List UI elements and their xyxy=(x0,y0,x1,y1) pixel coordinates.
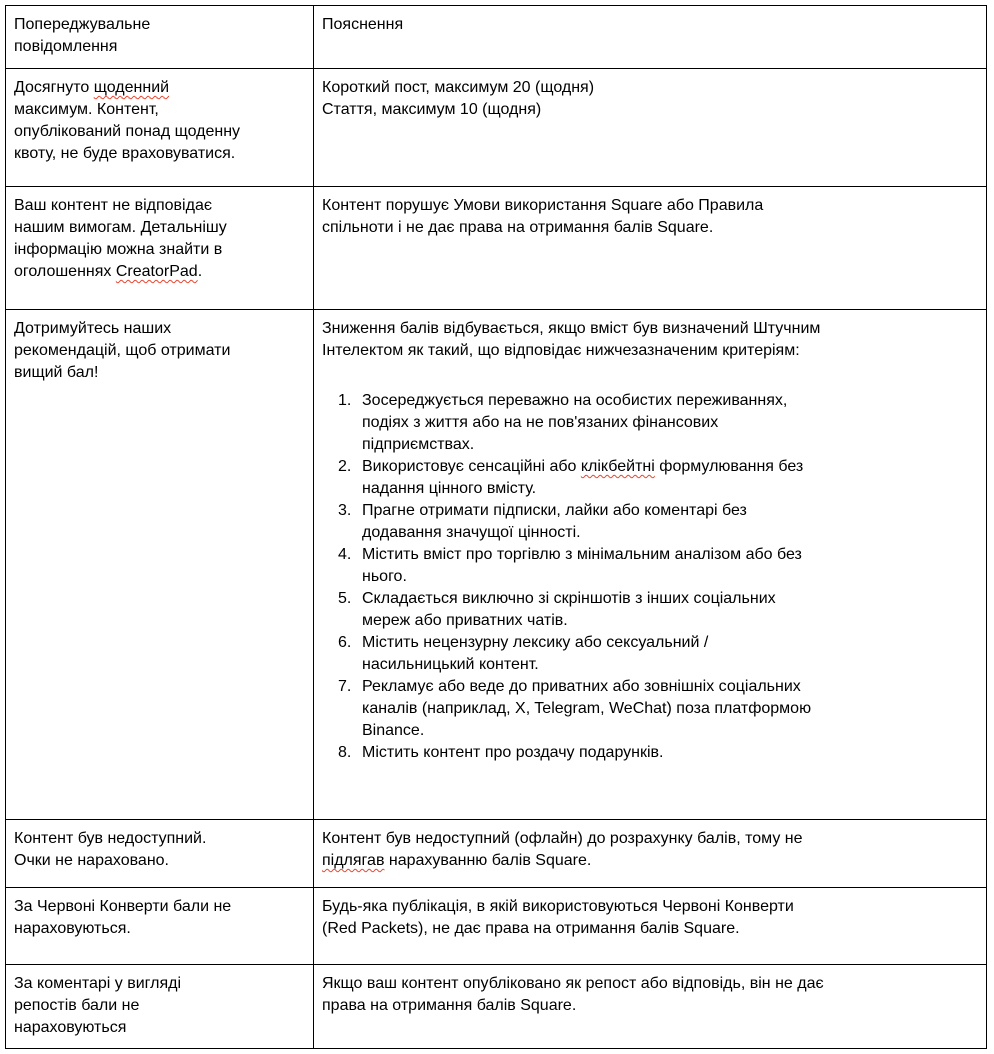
misspelled-word: підлягав xyxy=(322,852,385,869)
table-body xyxy=(6,6,987,1049)
explanation-cell xyxy=(314,820,987,888)
text-segment: Прагне отримати підписки, лайки або коментарі без xyxy=(362,502,747,519)
text-segment: Містить нецензурну лексику або сексуальний / xyxy=(362,634,709,651)
text-segment: Використовує сенсаційні або xyxy=(362,458,581,475)
text-segment: Пояснення xyxy=(322,16,404,33)
text-line xyxy=(14,850,303,872)
table-row xyxy=(6,69,987,187)
explanation-cell xyxy=(314,310,987,820)
explanation-cell xyxy=(314,187,987,310)
text-line xyxy=(322,217,976,239)
warning-cell xyxy=(6,820,314,888)
text-segment: Містить вміст про торгівлю з мінімальним аналізом або без xyxy=(362,546,802,563)
warning-cell xyxy=(6,187,314,310)
text-segment: репостів бали не xyxy=(14,997,140,1014)
text-line xyxy=(14,995,303,1017)
list-item-text xyxy=(362,544,976,588)
text-segment: Попереджувальне xyxy=(14,16,151,33)
text-segment: права на отримання балів Square. xyxy=(322,997,577,1014)
list-item xyxy=(338,632,976,676)
text-line xyxy=(362,544,976,566)
text-segment: Контент порушує Умови використання Square або Правила xyxy=(322,197,764,214)
text-segment: Зосереджується переважно на особистих переживаннях, xyxy=(362,392,788,409)
text-segment: Якщо ваш контент опубліковано як репост або відповідь, він не дає xyxy=(322,975,824,992)
text-segment: насильницький контент. xyxy=(362,656,539,673)
list-item xyxy=(338,390,976,456)
warning-cell xyxy=(6,69,314,187)
text-line xyxy=(362,698,976,720)
warnings-table xyxy=(5,5,987,1049)
text-line xyxy=(362,588,976,610)
text-line xyxy=(322,995,976,1017)
warning-cell xyxy=(6,965,314,1049)
text-segment: Досягнуто xyxy=(14,79,94,96)
text-line xyxy=(14,1017,303,1039)
text-segment: нашим вимогам. Детальнішу xyxy=(14,219,227,236)
list-item xyxy=(338,544,976,588)
list-item xyxy=(338,500,976,544)
text-segment: інформацію можна знайти в xyxy=(14,241,223,258)
list-item-text xyxy=(362,456,976,500)
text-line xyxy=(14,239,303,261)
text-line xyxy=(14,973,303,995)
text-line xyxy=(322,828,976,850)
list-item xyxy=(338,742,976,764)
text-line xyxy=(362,676,976,698)
text-line xyxy=(322,850,976,872)
text-segment: Містить контент про роздачу подарунків. xyxy=(362,744,664,761)
warning-cell xyxy=(6,310,314,820)
text-line xyxy=(14,318,303,340)
explanation-cell xyxy=(314,965,987,1049)
table-row xyxy=(6,820,987,888)
list-item-text xyxy=(362,742,976,764)
text-segment: Інтелектом як такий, що відповідає нижчезазначеним критеріям: xyxy=(322,342,800,359)
text-line xyxy=(14,143,303,165)
text-segment: За коментарі у вигляді xyxy=(14,975,182,992)
text-line xyxy=(14,340,303,362)
text-line xyxy=(14,896,303,918)
text-segment: Очки не нараховано. xyxy=(14,852,169,869)
text-segment: опублікований понад щоденну xyxy=(14,123,241,140)
text-line xyxy=(322,195,976,217)
text-segment: мереж або приватних чатів. xyxy=(362,612,568,629)
text-segment: Ваш контент не відповідає xyxy=(14,197,213,214)
text-line xyxy=(362,654,976,676)
list-number: 6. xyxy=(338,634,352,651)
text-line xyxy=(362,412,976,434)
text-segment: подіях з життя або на не пов'язаних фінансових xyxy=(362,414,719,431)
text-segment: спільноти і не дає права на отримання балів Square. xyxy=(322,219,714,236)
text-line xyxy=(14,828,303,850)
text-line xyxy=(322,99,976,121)
text-segment: Рекламує або веде до приватних або зовнішніх соціальних xyxy=(362,678,801,695)
list-number: 8. xyxy=(338,744,352,761)
list-item-text xyxy=(362,390,976,456)
table-row xyxy=(6,888,987,965)
text-segment: Будь-яка публікація, в якій використовуються Червоні Конверти xyxy=(322,898,794,915)
text-line xyxy=(14,121,303,143)
text-segment: рекомендацій, щоб отримати xyxy=(14,342,231,359)
list-number: 1. xyxy=(338,392,352,409)
text-line xyxy=(14,217,303,239)
text-line xyxy=(362,522,976,544)
text-line xyxy=(14,918,303,940)
text-segment: оголошеннях xyxy=(14,263,116,280)
text-segment: вищий бал! xyxy=(14,364,99,381)
explanation-cell xyxy=(314,888,987,965)
misspelled-word: клікбейтні xyxy=(580,458,655,475)
misspelled-word: CreatorPad xyxy=(115,263,198,280)
text-segment: . xyxy=(197,263,203,280)
text-segment: Зниження балів відбувається, якщо вміст був визначений Штучним xyxy=(322,320,821,337)
warning-header-cell xyxy=(6,6,314,69)
list-item-text xyxy=(362,632,976,676)
numbered-list xyxy=(322,390,976,764)
text-line xyxy=(362,742,976,764)
explanation-header-cell xyxy=(314,6,987,69)
text-segment: каналів (наприклад, X, Telegram, WeChat) поза платформою xyxy=(362,700,812,717)
text-line xyxy=(322,896,976,918)
text-line xyxy=(322,77,976,99)
text-line xyxy=(14,99,303,121)
list-item xyxy=(338,588,976,632)
list-number: 3. xyxy=(338,502,352,519)
text-segment: підприємствах. xyxy=(362,436,475,453)
header-row xyxy=(6,6,987,69)
text-segment: Дотримуйтесь наших xyxy=(14,320,172,337)
list-item-text xyxy=(362,588,976,632)
text-segment: (Red Packets), не дає права на отримання балів Square. xyxy=(322,920,740,937)
text-segment: нараховуються xyxy=(14,1019,127,1036)
text-line xyxy=(322,918,976,940)
text-line xyxy=(14,36,303,58)
text-segment: Binance. xyxy=(362,722,425,739)
text-segment: За Червоні Конверти бали не xyxy=(14,898,232,915)
text-line xyxy=(14,14,303,36)
text-segment: квоту, не буде враховуватися. xyxy=(14,145,236,162)
text-line xyxy=(362,434,976,456)
list-item-text xyxy=(362,500,976,544)
text-line xyxy=(322,14,976,36)
text-segment: надання цінного вмісту. xyxy=(362,480,537,497)
text-line xyxy=(362,566,976,588)
list-number: 7. xyxy=(338,678,352,695)
text-segment: нарахуванню балів Square. xyxy=(384,852,592,869)
text-line xyxy=(322,318,976,340)
text-line xyxy=(322,973,976,995)
table-row xyxy=(6,310,987,820)
list-item-text xyxy=(362,676,976,742)
text-segment: Стаття, максимум 10 (щодня) xyxy=(322,101,542,118)
list-number: 2. xyxy=(338,458,352,475)
text-segment: формулювання без xyxy=(654,458,804,475)
text-line xyxy=(362,720,976,742)
text-segment: Короткий пост, максимум 20 (щодня) xyxy=(322,79,595,96)
text-segment: повідомлення xyxy=(14,38,118,55)
text-segment: максимум. Контент, xyxy=(14,101,159,118)
misspelled-word: щоденний xyxy=(93,79,170,96)
warning-cell xyxy=(6,888,314,965)
text-segment: Складається виключно зі скріншотів з інших соціальних xyxy=(362,590,776,607)
text-line xyxy=(14,195,303,217)
text-line xyxy=(362,500,976,522)
text-line xyxy=(322,340,976,362)
list-number: 5. xyxy=(338,590,352,607)
text-line xyxy=(362,610,976,632)
list-item xyxy=(338,676,976,742)
text-line xyxy=(14,77,303,99)
text-line xyxy=(362,390,976,412)
text-line xyxy=(14,261,303,283)
text-segment: нього. xyxy=(362,568,407,585)
explanation-cell xyxy=(314,69,987,187)
text-segment: додавання значущої цінності. xyxy=(362,524,581,541)
text-line xyxy=(362,632,976,654)
list-item xyxy=(338,456,976,500)
table-row xyxy=(6,965,987,1049)
text-segment: Контент був недоступний (офлайн) до розрахунку балів, тому не xyxy=(322,830,803,847)
text-line xyxy=(14,362,303,384)
list-number: 4. xyxy=(338,546,352,563)
text-segment: нараховуються. xyxy=(14,920,131,937)
table-row xyxy=(6,187,987,310)
text-line xyxy=(362,456,976,478)
text-segment: Контент був недоступний. xyxy=(14,830,207,847)
text-line xyxy=(362,478,976,500)
